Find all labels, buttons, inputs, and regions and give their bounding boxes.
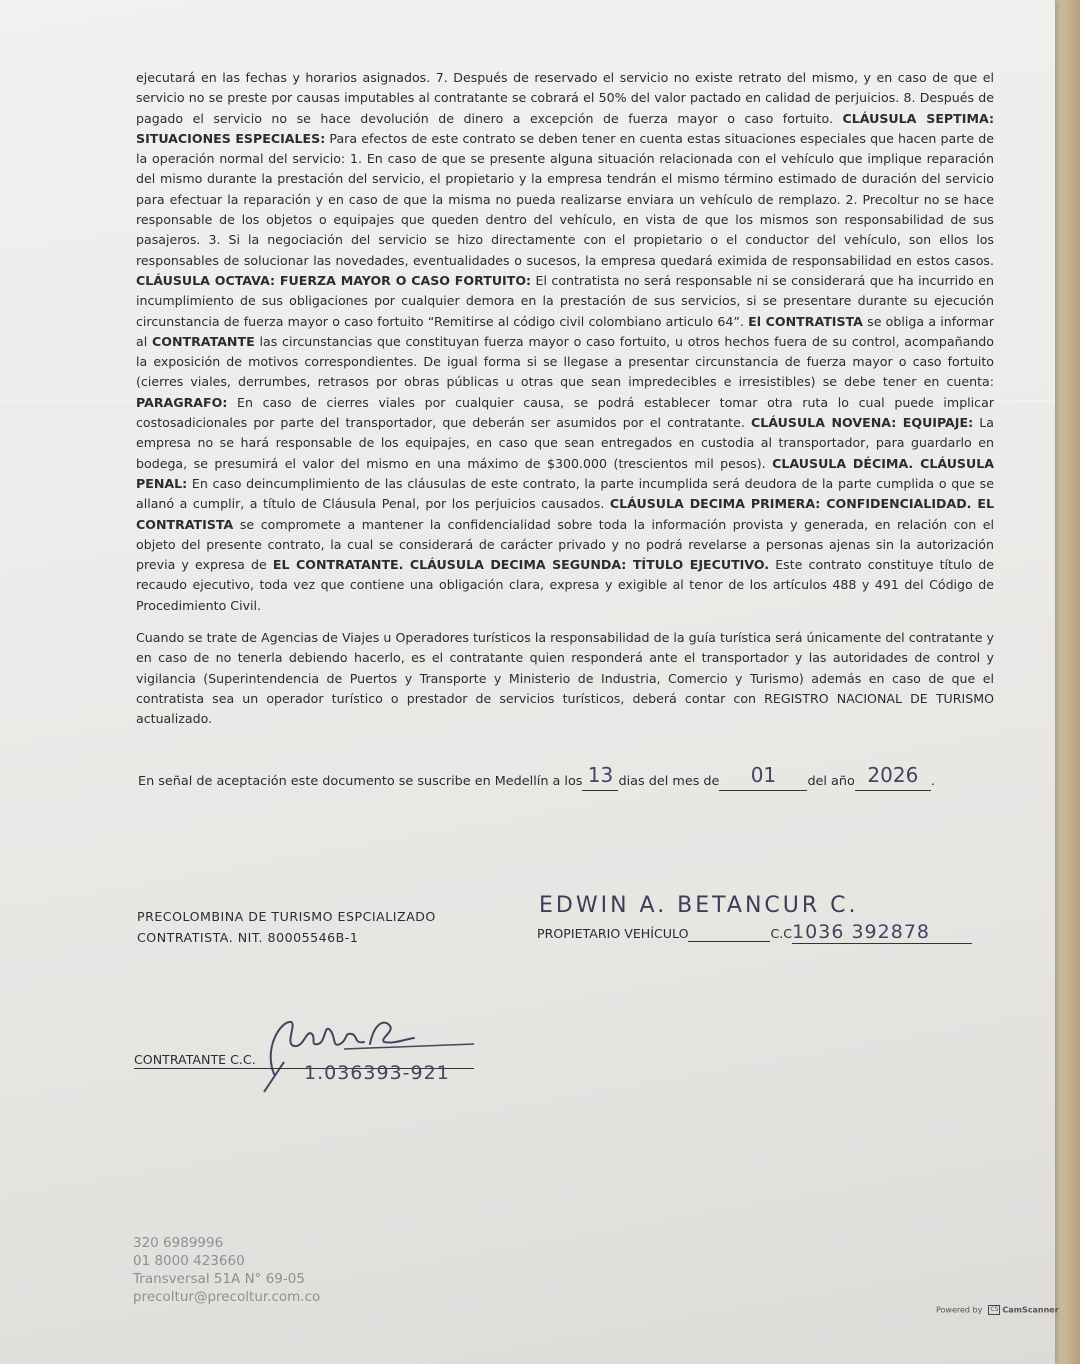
clause-text: El contratista no será responsable ni se considerará que ha incurrido en incumplimiento de sus obligaciones por cualquier demora en la prestación de sus servicios, si se presentare durante su ejecución circunstancia de fuerza mayor o caso fortuito “Remitirse al código civil colombiano articulo 64”. xyxy=(136,272,994,329)
camscanner-brand: CamScanner xyxy=(1002,1305,1059,1315)
acceptance-line xyxy=(138,763,998,791)
clause-heading: CLÁUSULA NOVENA: EQUIPAJE: xyxy=(751,415,974,431)
contract-clauses-paragraph xyxy=(136,68,994,616)
year-field xyxy=(855,763,931,791)
clause-text: En caso de cierres viales por cualquier causa, se podrá establecer tomar otra ruta lo cual puede implicar costosadicionales por parte del transportador, que deberán ser asumidos por el contratante. xyxy=(136,394,994,431)
clause-text: Este contrato constituye título de recaudo ejecutivo, toda vez que contiene una obligación clara, expresa y exigible al tenor de los artículos 488 y 491 del Código de Procedimiento Civil. xyxy=(136,557,994,613)
year-value: 2026 xyxy=(867,763,919,787)
clause-heading: El CONTRATISTA xyxy=(748,313,863,329)
owner-handwritten-name: EDWIN A. BETANCUR C. xyxy=(539,893,859,918)
clause-text: La empresa no se hará responsable de los equipajes, en caso que sean entregados en custodia al transportador, para guardarlo en bodega, se presumirá el valor del mismo en una máximo de $300.000 (trescientos mil pesos). xyxy=(136,415,995,471)
acceptance-end: . xyxy=(930,774,935,789)
owner-cc-value: 1036 392878 xyxy=(792,921,931,943)
owner-label: PROPIETARIO VEHÍCULO xyxy=(537,926,689,941)
footer-phone: 320 6989996 xyxy=(133,1235,224,1251)
clause-heading: CLAUSULA DÉCIMA. CLÁUSULA PENAL: xyxy=(136,455,994,491)
owner-cc-label: C.C xyxy=(770,926,793,941)
company-name: PRECOLOMBINA DE TURISMO ESPCIALIZADO xyxy=(137,909,436,924)
owner-cc-field xyxy=(792,921,972,944)
clause-text: las circunstancias que constituyan fuerza mayor o caso fortuito, u otros hechos fuera de su control, acompañando la exposición de motivos correspondientes. De igual forma si se llegase a presentar circunstancia de fuerza mayor o caso fortuito (cierres viales, derrumbes, retrasos por obras públicas u otras que sean impredecibles e irresistibles) se debe tener en cuenta: xyxy=(136,333,994,390)
clause-heading: CLÁUSULA DECIMA PRIMERA: CONFIDENCIALIDAD. EL CONTRATISTA xyxy=(136,496,994,532)
day-value: 13 xyxy=(587,763,614,787)
footer-contact xyxy=(133,1234,320,1306)
days-label: dias del mes de xyxy=(618,774,720,789)
month-value: 01 xyxy=(750,763,777,787)
footer-email: precoltur@precoltur.com.co xyxy=(133,1289,321,1305)
footer-address: Transversal 51A N° 69-05 xyxy=(133,1271,305,1287)
owner-signature-line xyxy=(537,921,1007,944)
month-field xyxy=(719,763,807,791)
clause-text: En caso deincumplimiento de las cláusulas de este contrato, la parte incumplida será deudora de la parte cumplida o que se allanó a cumplir, a título de Cláusula Penal, por los perjuicios causados. xyxy=(136,475,994,512)
clause-text: Para efectos de este contrato se deben tener en cuenta estas situaciones especiales que hacen parte de la operación normal del servicio: 1. En caso de que se presente alguna situación relacionada con el vehículo que implique reparación del mismo durante la prestación del servicio, el propietario y la empresa tendrán el mismo término estimado de duración del servicio para efectuar la reparación y en caso de que la misma no pueda realizarse enviara un vehículo de remplazo. 2. Precoltur no se hace responsable de los objetos o equipajes que queden dentro del vehículo, en vista de que los mismos son responsabilidad de sus pasajeros. 3. Si la negociación del servicio se hizo directamente con el propietario o el conductor del vehículo, son ellos los responsables de solucionar las novedades, eventualidades o sucesos, la empresa quedará eximida de responsabilidad en estos casos. xyxy=(136,130,994,268)
contracting-party-block xyxy=(134,1004,494,1094)
footer-toll-free: 01 8000 423660 xyxy=(133,1253,245,1269)
clause-text: se obliga a informar al xyxy=(136,313,995,349)
company-nit: CONTRATISTA. NIT. 80005546B-1 xyxy=(137,930,359,945)
travel-agency-paragraph: Cuando se trate de Agencias de Viajes u Operadores turísticos la responsabilidad de la guía turística será únicamente del contratante y en caso de no tenerla debiendo hacerlo, es el contratante quien responderá ante el transportador y las autoridades de control y vigilancia (Superintendencia de Puertos y Transporte y Ministerio de Industria, Comercio y Turismo) además en caso de que el contratista sea un operador turístico o prestador de servicios turísticos, deberá contar con REGISTRO NACIONAL DE TURISMO actualizado. xyxy=(136,630,994,727)
clause-heading: PARAGRAFO: xyxy=(136,394,228,410)
day-field xyxy=(582,763,618,791)
camscanner-icon: CS xyxy=(990,1306,999,1313)
year-label: del año xyxy=(807,774,855,789)
clause-heading: CONTRATANTE xyxy=(152,333,255,349)
contract-body xyxy=(136,68,994,730)
clause-heading: CLÁUSULA SEPTIMA: SITUACIONES ESPECIALES: xyxy=(136,110,994,146)
contractor-cc-value: 1.036393-921 xyxy=(304,1062,450,1084)
contractor-label: CONTRATANTE C.C. xyxy=(134,1052,474,1069)
camscanner-watermark xyxy=(936,1305,1059,1315)
powered-by-text: Powered by xyxy=(936,1305,983,1315)
owner-blank xyxy=(688,926,770,942)
clause-text: se compromete a mantener la confidencialidad sobre toda la información provista y generada, en relación con el objeto del presente contrato, la cual se considerará de carácter privado y no podrá revelarse a personas ajenas sin la autorización previa y expresa de xyxy=(136,516,994,573)
clause-heading: EL CONTRATANTE. CLÁUSULA DECIMA SEGUNDA: TÍTULO EJECUTIVO. xyxy=(272,557,770,573)
clause-text: ejecutará en las fechas y horarios asignados. 7. Después de reservado el servicio no existe retrato del mismo, y en caso de que el servicio no se preste por causas imputables al contratante se cobrará el 50% del valor pactado en calidad de perjuicios. 8. Después de pagado el servicio no se hace devolución de dinero a excepción de fuerza mayor o caso fortuito. xyxy=(136,70,994,126)
clause-heading: CLÁUSULA OCTAVA: FUERZA MAYOR O CASO FORTUITO: xyxy=(136,272,532,288)
vehicle-owner-block xyxy=(537,893,1007,944)
contractor-company-block xyxy=(137,906,436,948)
acceptance-prefix: En señal de aceptación este documento se suscribe en Medellín a los xyxy=(138,774,583,789)
